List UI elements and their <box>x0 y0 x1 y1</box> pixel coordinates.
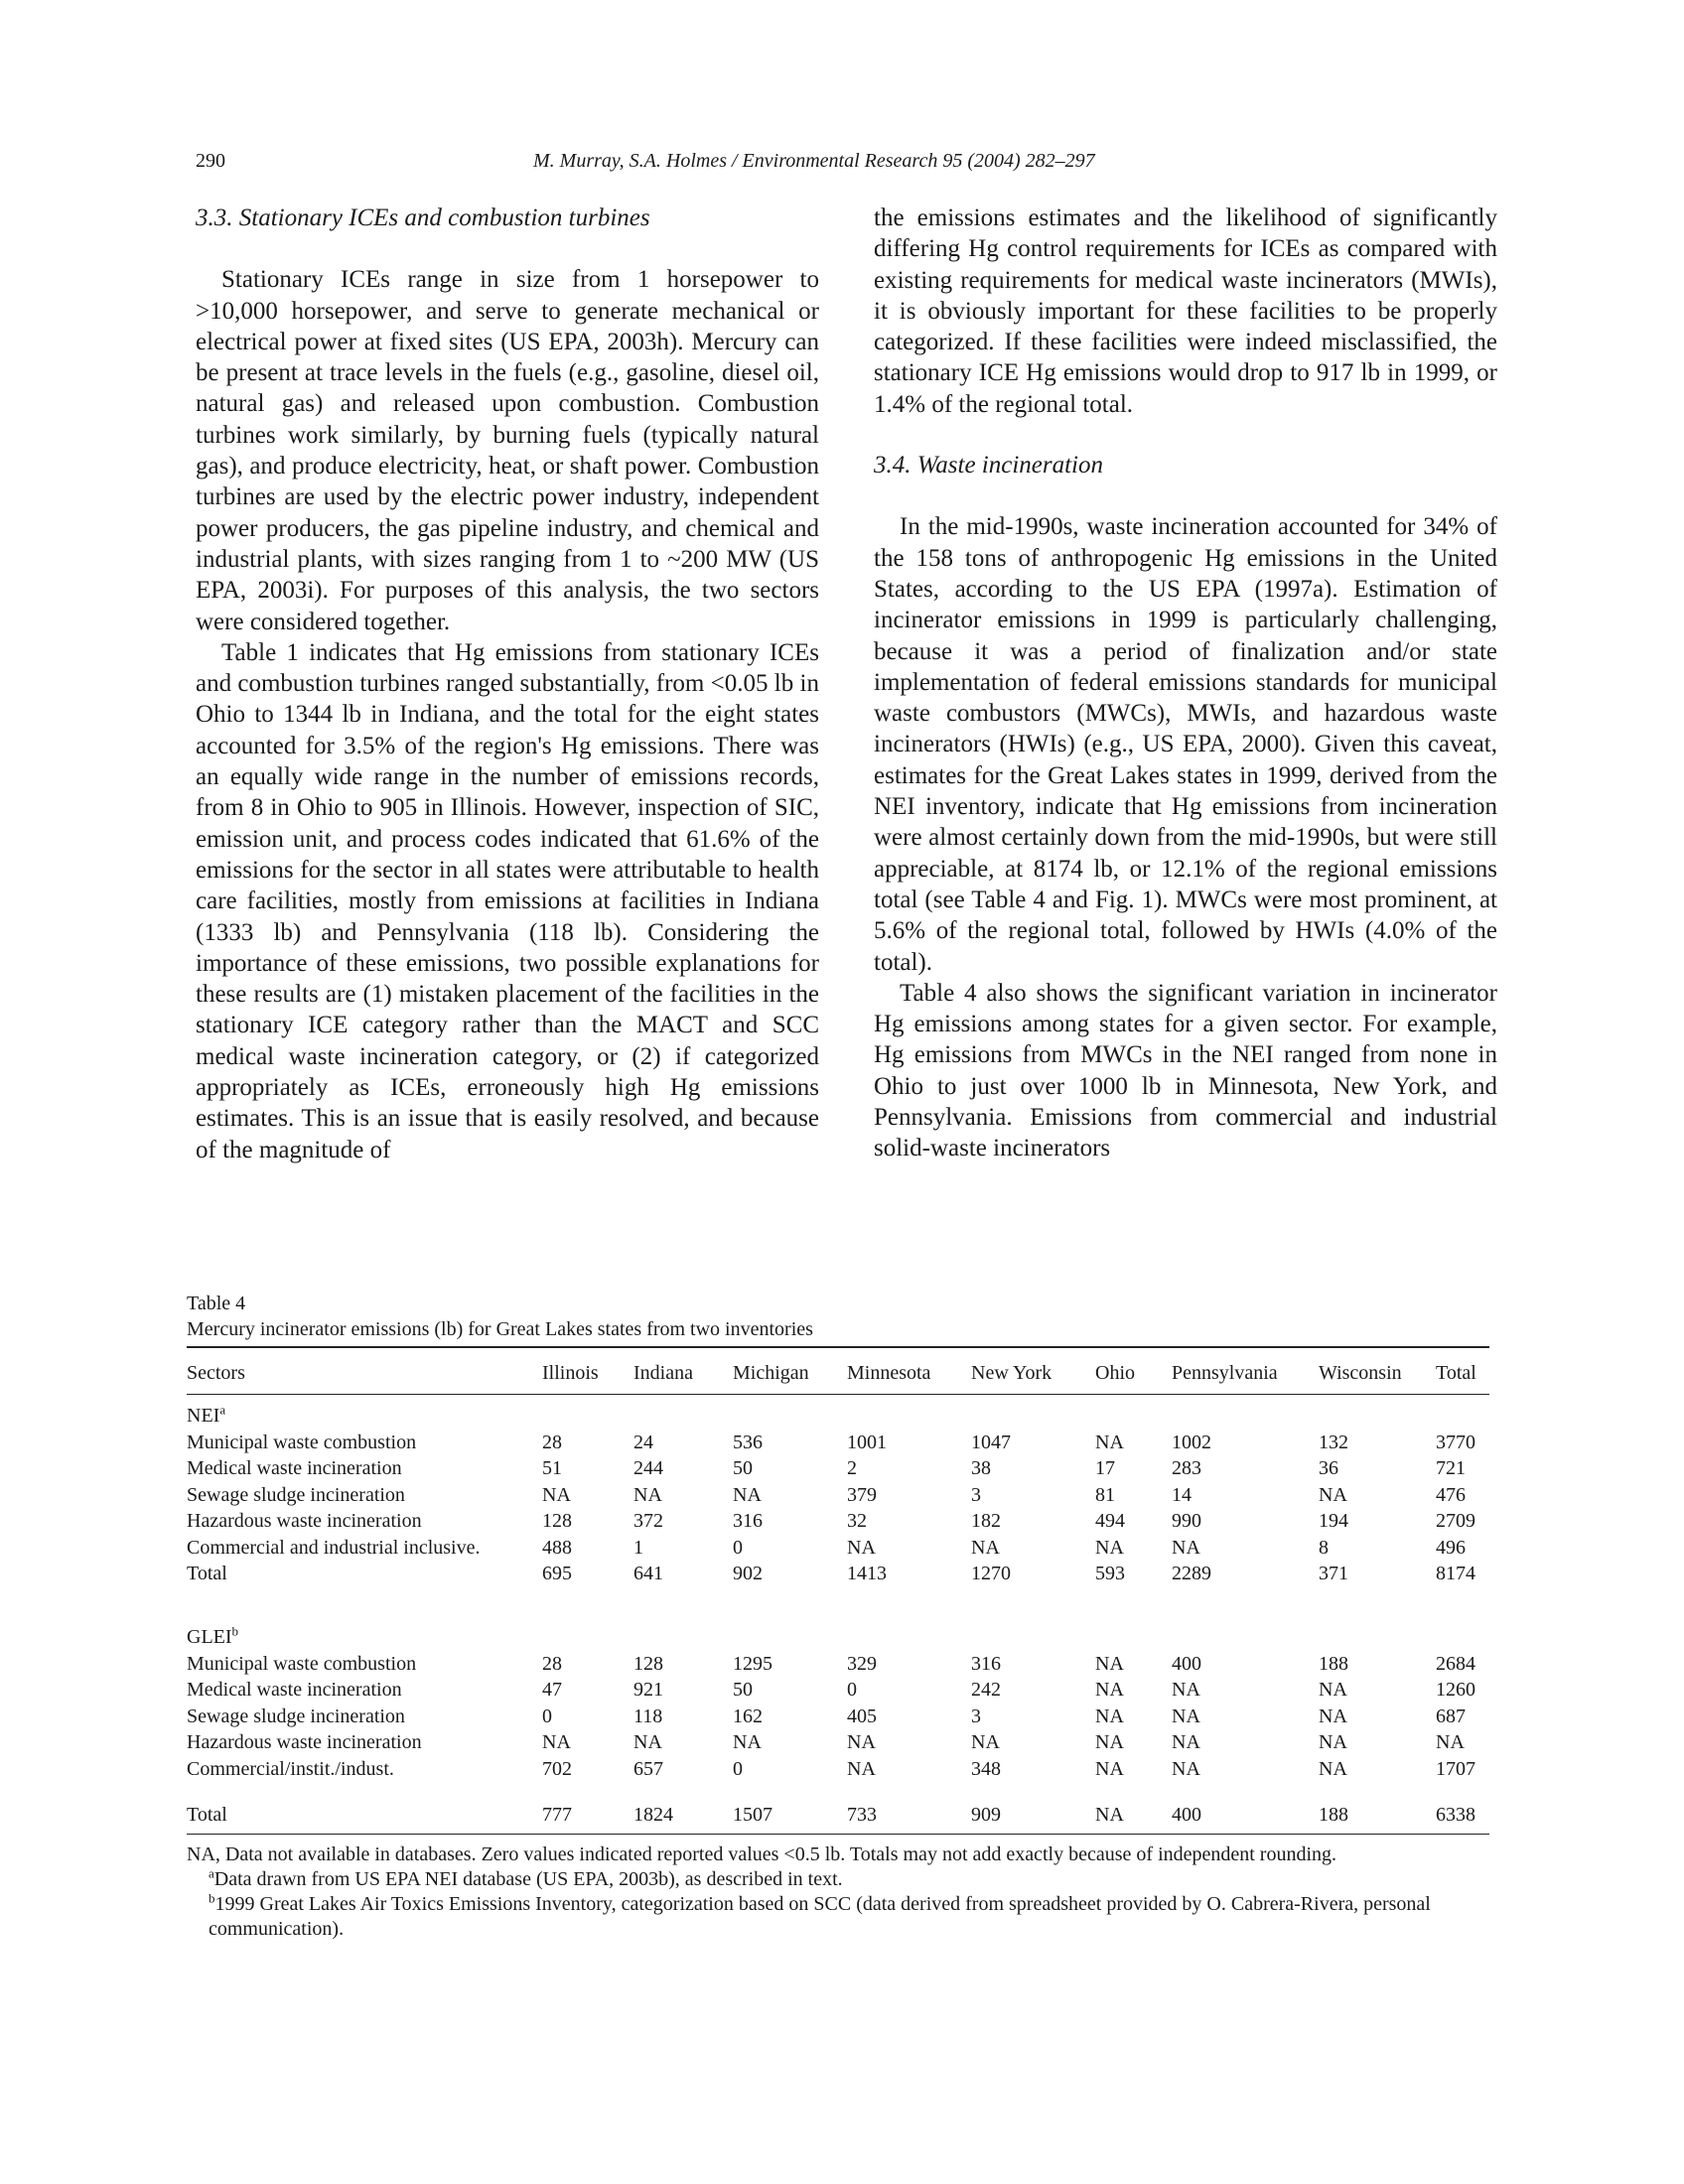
running-head: M. Murray, S.A. Holmes / Environmental Research 95 (2004) 282–297 <box>533 150 1095 172</box>
section-label: NEI <box>187 1405 220 1427</box>
table-cell: 2289 <box>1172 1563 1211 1584</box>
table-cell: 28 <box>542 1652 562 1675</box>
table-cell: 51 <box>542 1457 562 1479</box>
table-row <box>187 1729 1489 1756</box>
table-cell: 3770 <box>1436 1431 1475 1453</box>
table-cell: NA <box>633 1731 662 1753</box>
table-cell: 3 <box>971 1705 981 1727</box>
table-row <box>187 1703 1489 1729</box>
table-cell: 14 <box>1172 1483 1192 1506</box>
table-cell: 32 <box>847 1510 867 1532</box>
table-cell: 488 <box>542 1536 572 1559</box>
table-cell: 695 <box>542 1563 572 1584</box>
table-cell: 1270 <box>971 1563 1011 1584</box>
footnote-marker: a <box>219 1402 226 1418</box>
table-cell: 494 <box>1095 1510 1125 1532</box>
table-cell: NA <box>1095 1536 1124 1559</box>
table-cell: 17 <box>1095 1457 1115 1479</box>
row-label: Hazardous waste incineration <box>187 1731 422 1753</box>
table-cell: 244 <box>633 1457 663 1479</box>
table-cell: 128 <box>633 1652 663 1675</box>
table-cell: 400 <box>1172 1782 1319 1835</box>
table-cell: 1413 <box>847 1563 887 1584</box>
section-heading-3-4: 3.4. Waste incineration <box>874 452 1104 479</box>
table-cell: 733 <box>847 1782 971 1835</box>
row-label: Municipal waste combustion <box>187 1652 417 1675</box>
table-cell: 1 <box>633 1536 643 1559</box>
table-cell: 641 <box>633 1563 663 1584</box>
table-cell: 182 <box>971 1510 1001 1532</box>
table-cell: 2 <box>847 1457 857 1479</box>
table-cell: NA <box>1319 1705 1347 1727</box>
column-header: Minnesota <box>847 1347 971 1395</box>
table-row <box>187 1508 1489 1535</box>
table-label: Table 4 <box>187 1293 246 1314</box>
table-cell: 777 <box>542 1782 633 1835</box>
table-cell: 1707 <box>1436 1757 1475 1780</box>
table-row <box>187 1534 1489 1561</box>
table-header-row <box>187 1347 1489 1395</box>
left-column <box>196 203 819 1165</box>
table-cell: 162 <box>733 1705 763 1727</box>
table-cell: NA <box>847 1536 876 1559</box>
paragraph: In the mid-1990s, waste incineration accounted for 34% of the 158 tons of anthropogenic Hg emissions in the United States, according to the US EPA (1997a). Estimation of incinerator emissions in 1999 is particularly challenging, because it was a period of finalization and/or state implementation of federal emissions standards for municipal waste combustors (MWCs), MWIs, and hazardous waste incinerators (HWIs) (e.g., US EPA, 2000). Given this caveat, estimates for the Great Lakes states in 1999, derived from the NEI inventory, indicate that Hg emissions from incineration were almost certainly down from the mid-1990s, but were still appreciable, at 8174 lb, or 12.1% of the regional emissions total (see Table 4 and Fig. 1). MWCs were most prominent, at 5.6% of the regional total, followed by HWIs (4.0% of the total). <box>874 513 1497 976</box>
column-header: Pennsylvania <box>1172 1347 1319 1395</box>
table-cell: NA <box>633 1483 662 1506</box>
emissions-table <box>187 1346 1489 1835</box>
table-row <box>187 1455 1489 1482</box>
table-cell: NA <box>847 1731 876 1753</box>
page-header <box>196 145 1496 177</box>
row-label: Commercial/instit./indust. <box>187 1757 394 1780</box>
paragraph: Stationary ICEs range in size from 1 horsepower to >10,000 horsepower, and serve to generate mechanical or electrical power at fixed sites (US EPA, 2003h). Mercury can be present at trace levels in the fuels (e.g., gasoline, diesel oil, natural gas) and released upon combustion. Combustion turbines work similarly, by burning fuels (typically natural gas), and produce electricity, heat, or shaft power. Combustion turbines are used by the electric power industry, independent power producers, the gas pipeline industry, and chemical and industrial plants, with sizes ranging from 1 to ~200 MW (US EPA, 2003i). For purposes of this analysis, the two sectors were considered together. <box>196 266 819 635</box>
row-label: Medical waste incineration <box>187 1457 402 1479</box>
table-cell: 405 <box>847 1705 877 1727</box>
table-cell: 188 <box>1319 1652 1348 1675</box>
table-cell: 128 <box>542 1510 572 1532</box>
table-cell: 50 <box>733 1679 753 1701</box>
table-cell: NA <box>1172 1536 1200 1559</box>
row-label: Commercial and industrial inclusive. <box>187 1536 481 1559</box>
table-cell: 0 <box>733 1536 743 1559</box>
table-cell: NA <box>1172 1731 1200 1753</box>
table-cell: NA <box>1095 1782 1172 1835</box>
table-cell: NA <box>1319 1731 1347 1753</box>
table-cell: 1295 <box>733 1652 772 1675</box>
table-cell: 657 <box>633 1757 663 1780</box>
table-cell: 8174 <box>1436 1563 1475 1584</box>
table-cell: NA <box>1172 1757 1200 1780</box>
table-cell: 194 <box>1319 1510 1348 1532</box>
table-cell: NA <box>971 1536 1000 1559</box>
footnote-a: $^a$Data drawn from US EPA NEI database (US EPA, 2003b), as described in text. <box>209 1864 843 1890</box>
table-cell: 50 <box>733 1457 753 1479</box>
table-cell: NA <box>1172 1679 1200 1701</box>
table-cell: 1824 <box>633 1782 733 1835</box>
table-cell: NA <box>1095 1679 1124 1701</box>
section-row-glei <box>187 1600 1489 1650</box>
row-label: Sewage sludge incineration <box>187 1705 405 1727</box>
table-cell: NA <box>847 1757 876 1780</box>
paragraph: Table 4 also shows the significant variation in incinerator Hg emissions among states for a given sector. For example, Hg emissions from MWCs in the NEI ranged from none in Ohio to just over 1000 lb in Minnesota, New York, and Pennsylvania. Emissions from commercial and industrial solid-waste incinerators <box>874 979 1497 1162</box>
table-row <box>187 1429 1489 1455</box>
table-cell: 24 <box>633 1431 653 1453</box>
table-caption: Mercury incinerator emissions (lb) for Great Lakes states from two inventories <box>187 1318 813 1340</box>
paragraph: Table 1 indicates that Hg emissions from stationary ICEs and combustion turbines ranged substantially, from <0.05 lb in Ohio to 1344 lb in Indiana, and the total for the eight states accounted for 3.5% of the region's Hg emissions. There was an equally wide range in the number of emissions records, from 8 in Ohio to 905 in Illinois. However, inspection of SIC, emission unit, and process codes indicated that 61.6% of the emissions for the sector in all states were attributable to health care facilities, mostly from emissions at facilities in Indiana (1333 lb) and Pennsylvania (118 lb). Considering the importance of these emissions, two possible explanations for these results are (1) mistaken placement of the facilities in the stationary ICE category rather than the MACT and SCC medical waste incineration category, or (2) if categorized appropriately as ICEs, erroneously high Hg emissions estimates. This is an issue that is easily resolved, and because of the magnitude of <box>196 638 819 1163</box>
table-cell: NA <box>1095 1705 1124 1727</box>
table-cell: 1047 <box>971 1431 1011 1453</box>
row-label: Hazardous waste incineration <box>187 1510 422 1532</box>
column-header: Indiana <box>633 1347 733 1395</box>
table-row <box>187 1481 1489 1508</box>
table-cell: 1260 <box>1436 1679 1475 1701</box>
table-cell: 1001 <box>847 1431 887 1453</box>
column-header: Ohio <box>1095 1347 1172 1395</box>
table-cell: 496 <box>1436 1536 1466 1559</box>
row-label: Municipal waste combustion <box>187 1431 417 1453</box>
table-cell: 81 <box>1095 1483 1115 1506</box>
column-header: Michigan <box>733 1347 847 1395</box>
table-cell: NA <box>1319 1679 1347 1701</box>
table-cell: 909 <box>971 1782 1095 1835</box>
table-cell: NA <box>1319 1483 1347 1506</box>
table-cell: 3 <box>971 1483 981 1506</box>
table-cell: 400 <box>1172 1652 1201 1675</box>
table-footnotes <box>187 1843 1489 1942</box>
table-cell: 687 <box>1436 1705 1466 1727</box>
table-cell: 2709 <box>1436 1510 1475 1532</box>
column-header: Sectors <box>187 1347 542 1395</box>
table-row <box>187 1561 1489 1587</box>
table-cell: 38 <box>971 1457 991 1479</box>
table-cell: 721 <box>1436 1457 1466 1479</box>
page-number: 290 <box>196 150 225 172</box>
footnote-na: NA, Data not available in databases. Zero values indicated reported values <0.5 lb. Totals may not add exactly because of independent rounding. <box>187 1843 1337 1865</box>
row-label: Sewage sludge incineration <box>187 1483 405 1506</box>
row-label: Medical waste incineration <box>187 1679 402 1701</box>
table-row <box>187 1677 1489 1704</box>
table-cell: 1002 <box>1172 1431 1211 1453</box>
table-cell: 188 <box>1319 1782 1436 1835</box>
table-cell: 702 <box>542 1757 572 1780</box>
table-row <box>187 1782 1489 1835</box>
table-cell: 902 <box>733 1563 763 1584</box>
table-cell: 372 <box>633 1510 663 1532</box>
table-cell: 0 <box>542 1705 552 1727</box>
table-cell: NA <box>733 1731 762 1753</box>
table-cell: 593 <box>1095 1563 1125 1584</box>
table-cell: 348 <box>971 1757 1001 1780</box>
table-cell: 8 <box>1319 1536 1329 1559</box>
table-cell: NA <box>971 1731 1000 1753</box>
table-row <box>187 1650 1489 1677</box>
table-cell: NA <box>1095 1757 1124 1780</box>
table-cell: 6338 <box>1436 1782 1489 1835</box>
table-cell: NA <box>1095 1652 1124 1675</box>
column-header: Total <box>1436 1347 1489 1395</box>
table-cell: NA <box>1319 1757 1347 1780</box>
table-4 <box>187 1291 1489 1942</box>
column-header: New York <box>971 1347 1095 1395</box>
table-cell: 0 <box>733 1757 743 1780</box>
table-cell: 28 <box>542 1431 562 1453</box>
footnote-marker: b <box>231 1623 239 1639</box>
table-row <box>187 1755 1489 1782</box>
table-cell: 132 <box>1319 1431 1348 1453</box>
table-cell: 283 <box>1172 1457 1201 1479</box>
section-label: GLEI <box>187 1626 232 1648</box>
table-cell: NA <box>733 1483 762 1506</box>
table-cell: NA <box>1172 1705 1200 1727</box>
row-label: Total <box>187 1563 227 1584</box>
table-cell: 371 <box>1319 1563 1348 1584</box>
table-cell: NA <box>542 1483 571 1506</box>
table-cell: 242 <box>971 1679 1001 1701</box>
table-cell: 118 <box>633 1705 663 1727</box>
table-cell: 36 <box>1319 1457 1338 1479</box>
table-cell: 316 <box>971 1652 1001 1675</box>
paragraph: the emissions estimates and the likelihood of significantly differing Hg control requirements for ICEs as compared with existing requirements for medical waste incinerators (MWIs), it is obviously important for these facilities to be properly categorized. If these facilities were indeed misclassified, the stationary ICE Hg emissions would drop to 917 lb in 1999, or 1.4% of the regional total. <box>874 205 1497 418</box>
footnote-b: $^b$1999 Great Lakes Air Toxics Emissions Inventory, categorization based on SCC (data derived from spreadsheet provided by O. Cabrera-Rivera, personal communication). <box>209 1889 1431 1940</box>
table-cell: 990 <box>1172 1510 1201 1532</box>
column-header: Illinois <box>542 1347 633 1395</box>
table-cell: 316 <box>733 1510 763 1532</box>
section-row-nei <box>187 1395 1489 1430</box>
table-cell: 536 <box>733 1431 763 1453</box>
column-header: Wisconsin <box>1319 1347 1436 1395</box>
table-cell: NA <box>542 1731 571 1753</box>
section-heading-3-3: 3.3. Stationary ICEs and combustion turbines <box>196 205 650 231</box>
table-cell: NA <box>1095 1731 1124 1753</box>
table-cell: 379 <box>847 1483 877 1506</box>
table-cell: NA <box>1095 1431 1124 1453</box>
table-cell: 47 <box>542 1679 562 1701</box>
table-cell: 1507 <box>733 1782 847 1835</box>
table-cell: 476 <box>1436 1483 1466 1506</box>
table-cell: 2684 <box>1436 1652 1475 1675</box>
row-label: Total <box>187 1782 542 1835</box>
table-cell: 921 <box>633 1679 663 1701</box>
right-column <box>874 203 1497 1164</box>
table-cell: 0 <box>847 1679 857 1701</box>
table-cell: NA <box>1436 1731 1465 1753</box>
table-cell: 329 <box>847 1652 877 1675</box>
